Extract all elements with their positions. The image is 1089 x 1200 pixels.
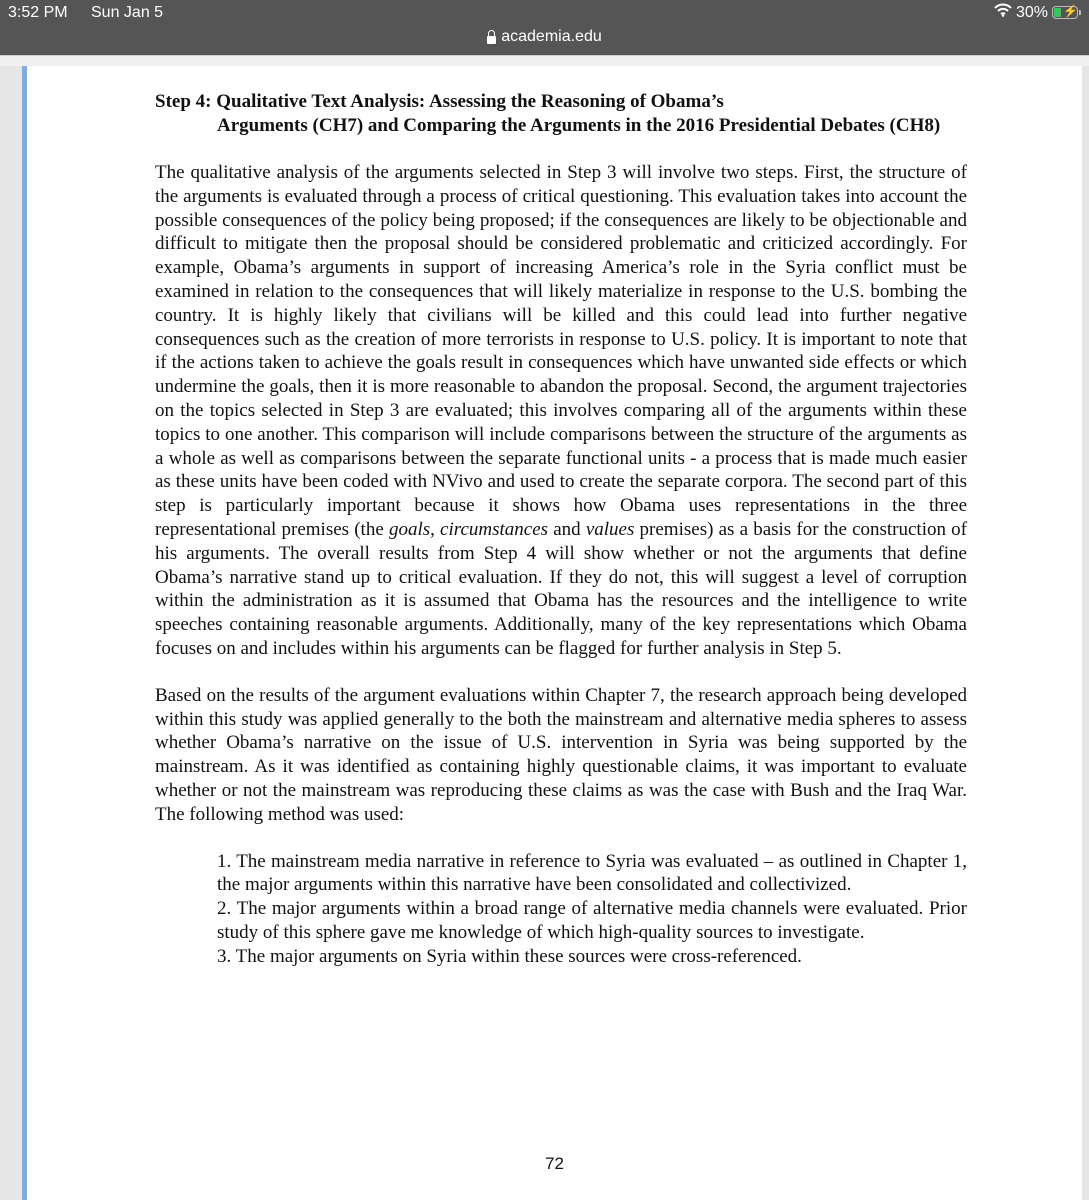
status-indicators bbox=[994, 3, 1081, 22]
italic-circumstances: circumstances bbox=[440, 518, 549, 540]
status-time: 3:52 PM bbox=[8, 4, 68, 21]
list-item: 1. The mainstream media narrative in reference to Syria was evaluated – as outlined in Chapter 1, the major arguments within this narrative have been consolidated and collectivized. bbox=[217, 850, 967, 896]
method-list bbox=[155, 850, 967, 969]
page-number: 72 bbox=[545, 1154, 564, 1173]
lock-icon bbox=[487, 36, 496, 44]
status-date: Sun Jan 5 bbox=[91, 4, 164, 21]
address-bar[interactable] bbox=[0, 28, 1089, 46]
status-bar bbox=[0, 0, 1089, 55]
battery-percent: 30% bbox=[1015, 3, 1048, 21]
paragraph-1 bbox=[155, 161, 967, 661]
italic-goals: goals bbox=[388, 518, 431, 540]
paragraph-1-and: and bbox=[548, 518, 586, 540]
list-item: 3. The major arguments on Syria within these sources were cross-referenced. bbox=[217, 945, 802, 967]
battery-charging-icon: ⚡ bbox=[1052, 6, 1081, 19]
list-item: 2. The major arguments within a broad range of alternative media channels were evaluated. Prior study of this sphere gave me knowledge of which high-quality sources to investigate. bbox=[217, 898, 967, 943]
section-heading bbox=[155, 90, 967, 138]
url-text: academia.edu bbox=[501, 28, 602, 45]
italic-values: values bbox=[585, 518, 635, 540]
document-content bbox=[155, 90, 967, 969]
document-page[interactable] bbox=[22, 66, 1082, 1200]
heading-line1: Step 4: Qualitative Text Analysis: Assessing the Reasoning of Obama’s bbox=[155, 91, 724, 112]
paragraph-1-sep: , bbox=[430, 518, 441, 540]
heading-rest: Arguments (CH7) and Comparing the Arguments in the 2016 Presidential Debates (CH8) bbox=[217, 115, 941, 136]
paragraph-1-text: The qualitative analysis of the arguments selected in Step 3 will involve two steps. First, the structure of the arguments is evaluated through a process of critical questioning. This evaluation takes into account the possible consequences of the policy being proposed; if the consequences are likely to be objectionable and difficult to mitigate then the proposal should be considered problematic and criticized accordingly. For example, Obama’s arguments in support of increasing America’s role in the Syria conflict must be examined in relation to the consequences that will likely materialize in response to the U.S. bombing the country. It is highly likely that civilians will be killed and this could lead into further negative consequences such as the creation of more terrorists in response to U.S. policy. It is important to note that if the actions taken to achieve the goals result in consequences which have unwanted side effects or which undermine the goals, then it is more reasonable to abandon the proposal. Second, the argument trajectories on the topics selected in Step 3 are evaluated; this involves comparing all of the arguments within these topics to one another. This comparison will include comparisons between the structure of the arguments as a whole as well as comparisons between the separate functional units - a process that is made much easier as these units have been coded with NVivo and used to create the separate corpora. The second part of this step is particularly important because it shows how Obama uses representations in the three representational premises (the bbox=[155, 162, 967, 540]
paragraph-2: Based on the results of the argument evaluations within Chapter 7, the research approach being developed within this study was applied generally to the both the mainstream and alternative media spheres to assess whether Obama’s narrative on the issue of U.S. intervention in Syria was being supported by the mainstream. As it was identified as containing highly questionable claims, it was important to evaluate whether or not the mainstream was reproducing these claims as was the case with Bush and the Iraq War. The following method was used: bbox=[155, 684, 967, 825]
wifi-icon bbox=[994, 3, 1012, 22]
toolbar-divider bbox=[0, 55, 1089, 66]
paragraph-1-tail: premises) as a basis for the construction of his arguments. The overall results from Step 4 will show whether or not the arguments that define Obama’s narrative stand up to critical evaluation. If they do not, this will suggest a level of corruption within the administration as it is assumed that Obama has the resources and the intelligence to write speeches containing reasonable arguments. Additionally, many of the key representations which Obama focuses on and includes within his arguments can be flagged for further analysis in Step 5. bbox=[155, 518, 967, 659]
